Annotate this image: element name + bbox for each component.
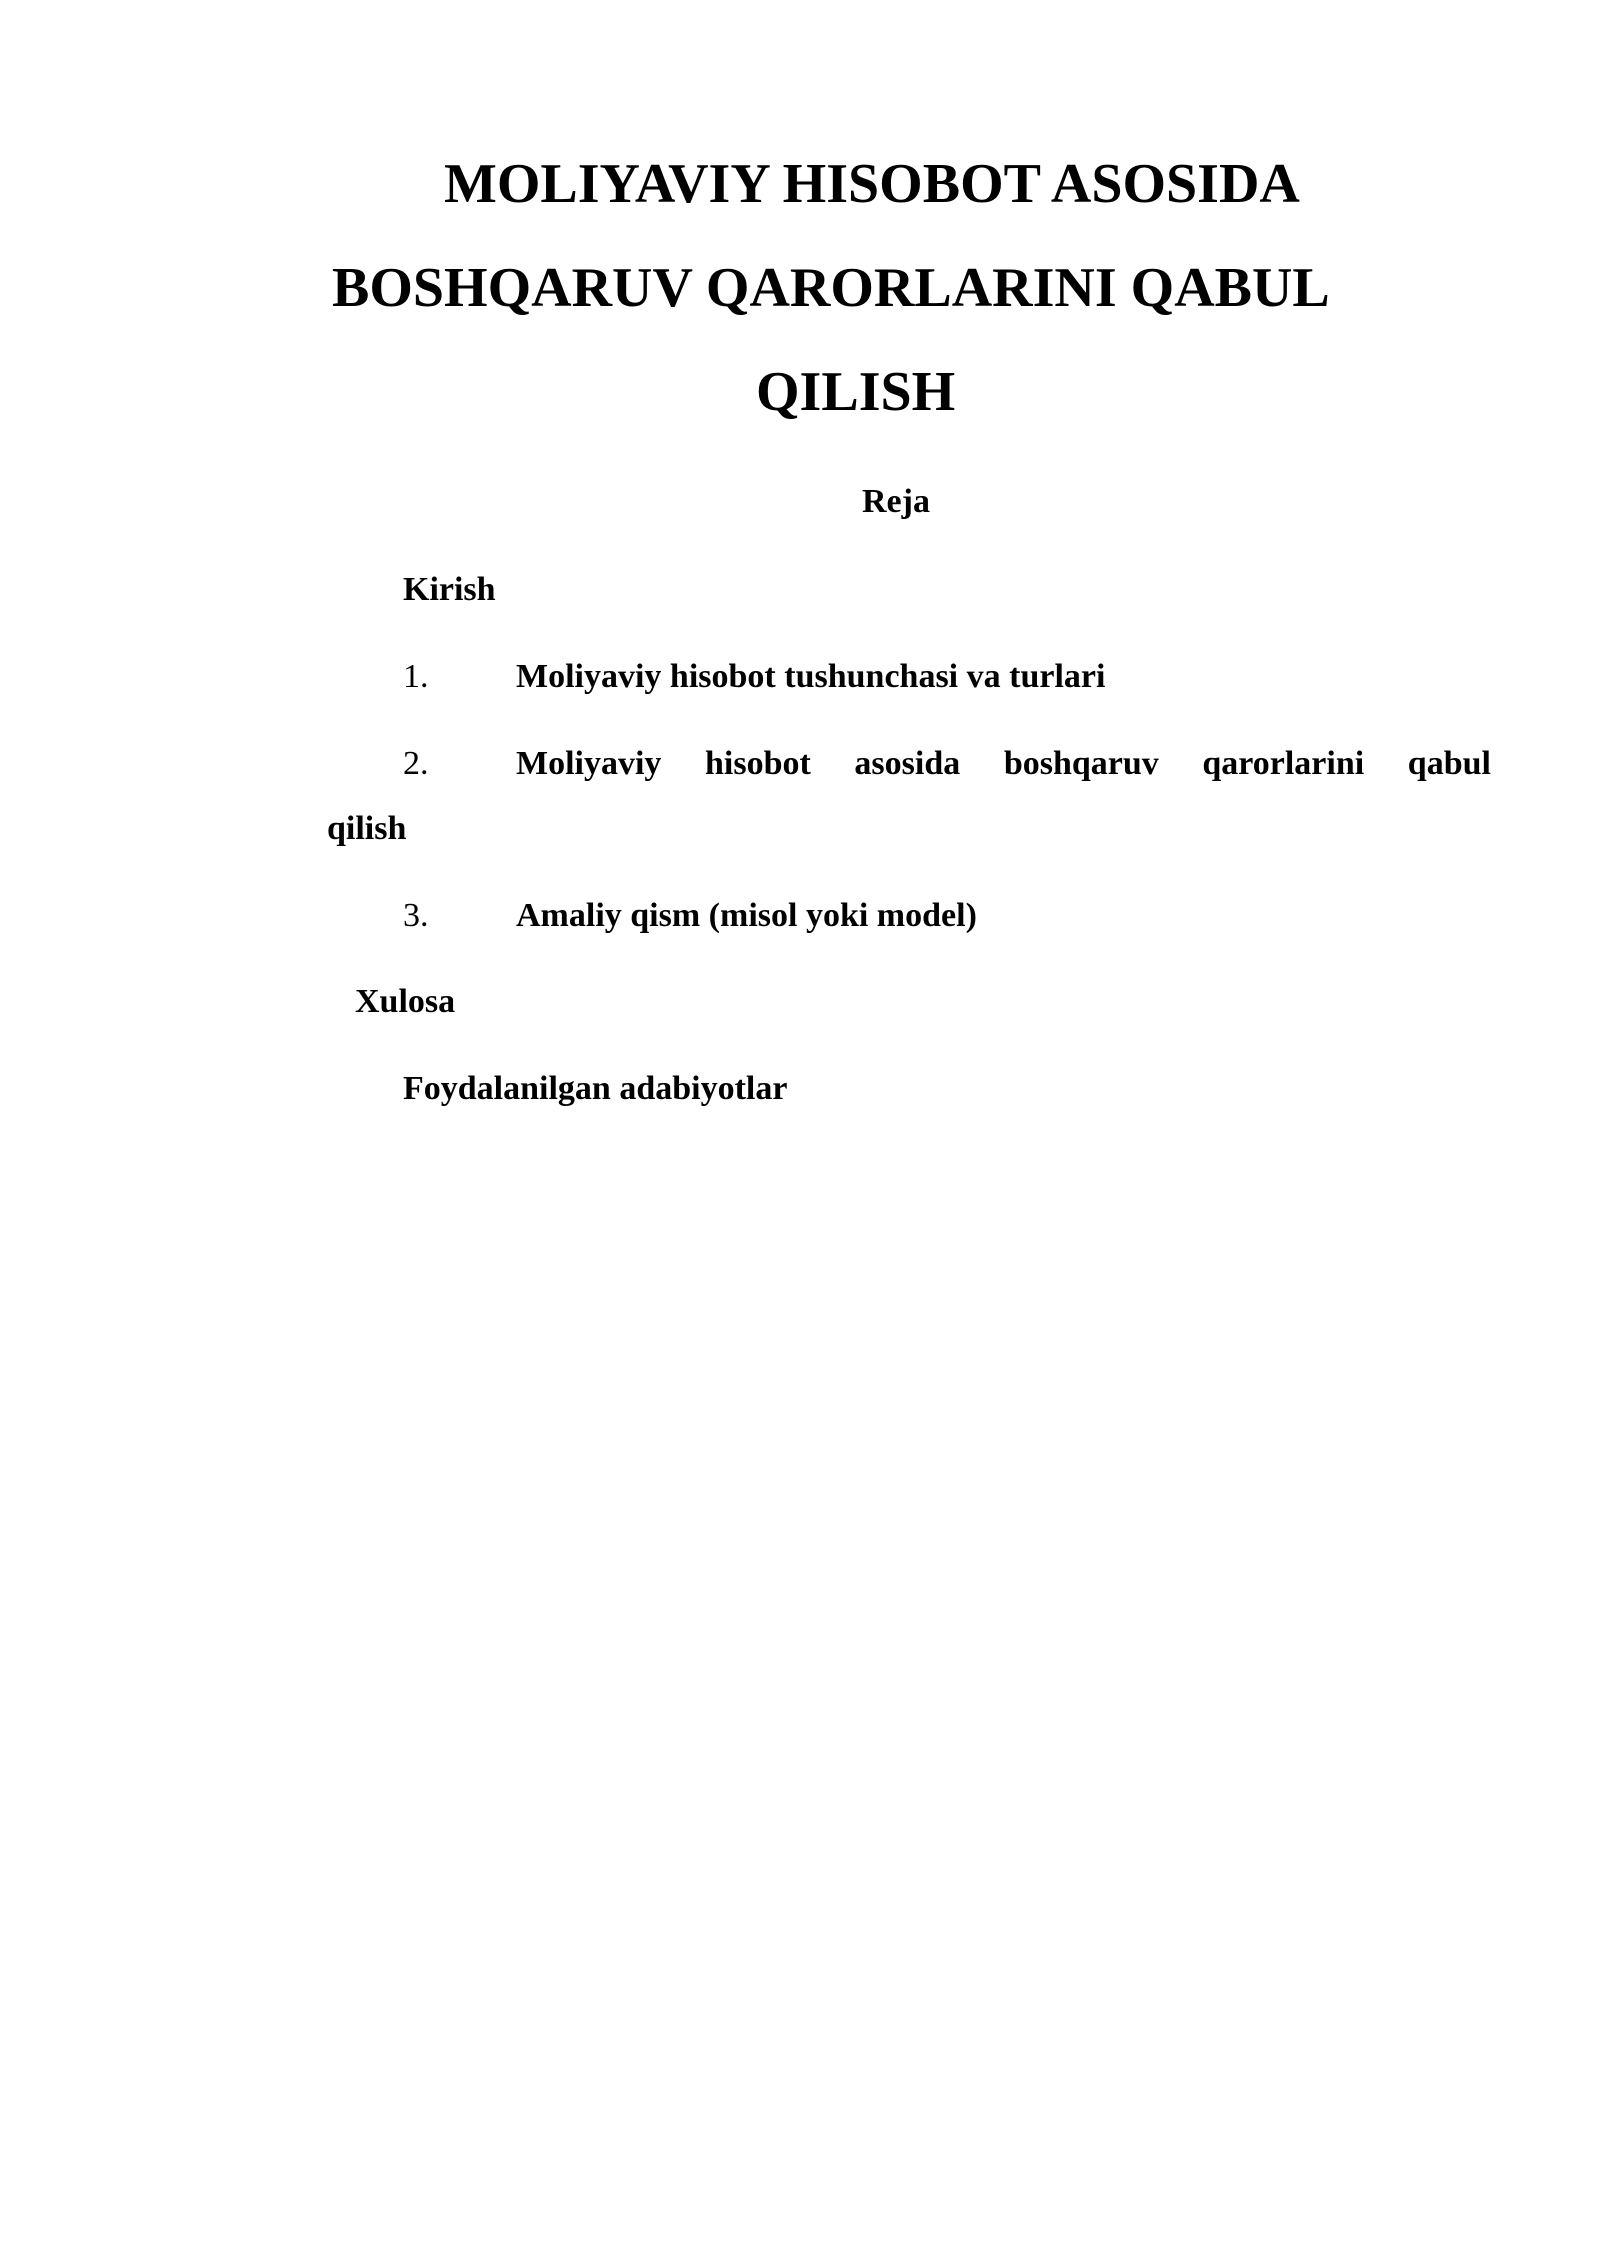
item-3-number: 3.: [403, 897, 429, 934]
document-title-line-2: BOSHQARUV QARORLARINI QABUL: [332, 257, 1330, 319]
item-2-word: hisobot: [705, 745, 811, 782]
item-2-word: boshqaruv: [1003, 745, 1159, 782]
item-2-text: [516, 742, 1491, 786]
plan-heading: Reja: [862, 483, 930, 520]
intro-entry: Kirish: [403, 571, 496, 608]
item-2-continuation: qilish: [327, 810, 407, 847]
item-3-text: Amaliy qism (misol yoki model): [516, 897, 977, 934]
item-1-number: 1.: [403, 658, 429, 695]
item-2-word: qabul: [1407, 745, 1491, 782]
document-title-line-1: MOLIYAVIY HISOBOT ASOSIDA: [444, 153, 1300, 215]
document-title-line-3: QILISH: [756, 361, 956, 423]
references-entry: Foydalanilgan adabiyotlar: [403, 1070, 788, 1107]
conclusion-entry: Xulosa: [355, 983, 456, 1020]
item-1-text: Moliyaviy hisobot tushunchasi va turlari: [516, 658, 1106, 695]
item-2-word: asosida: [854, 745, 961, 782]
item-2-number: 2.: [403, 745, 429, 782]
item-2-word: Moliyaviy: [516, 745, 662, 782]
item-2-word: qarorlarini: [1202, 745, 1365, 782]
